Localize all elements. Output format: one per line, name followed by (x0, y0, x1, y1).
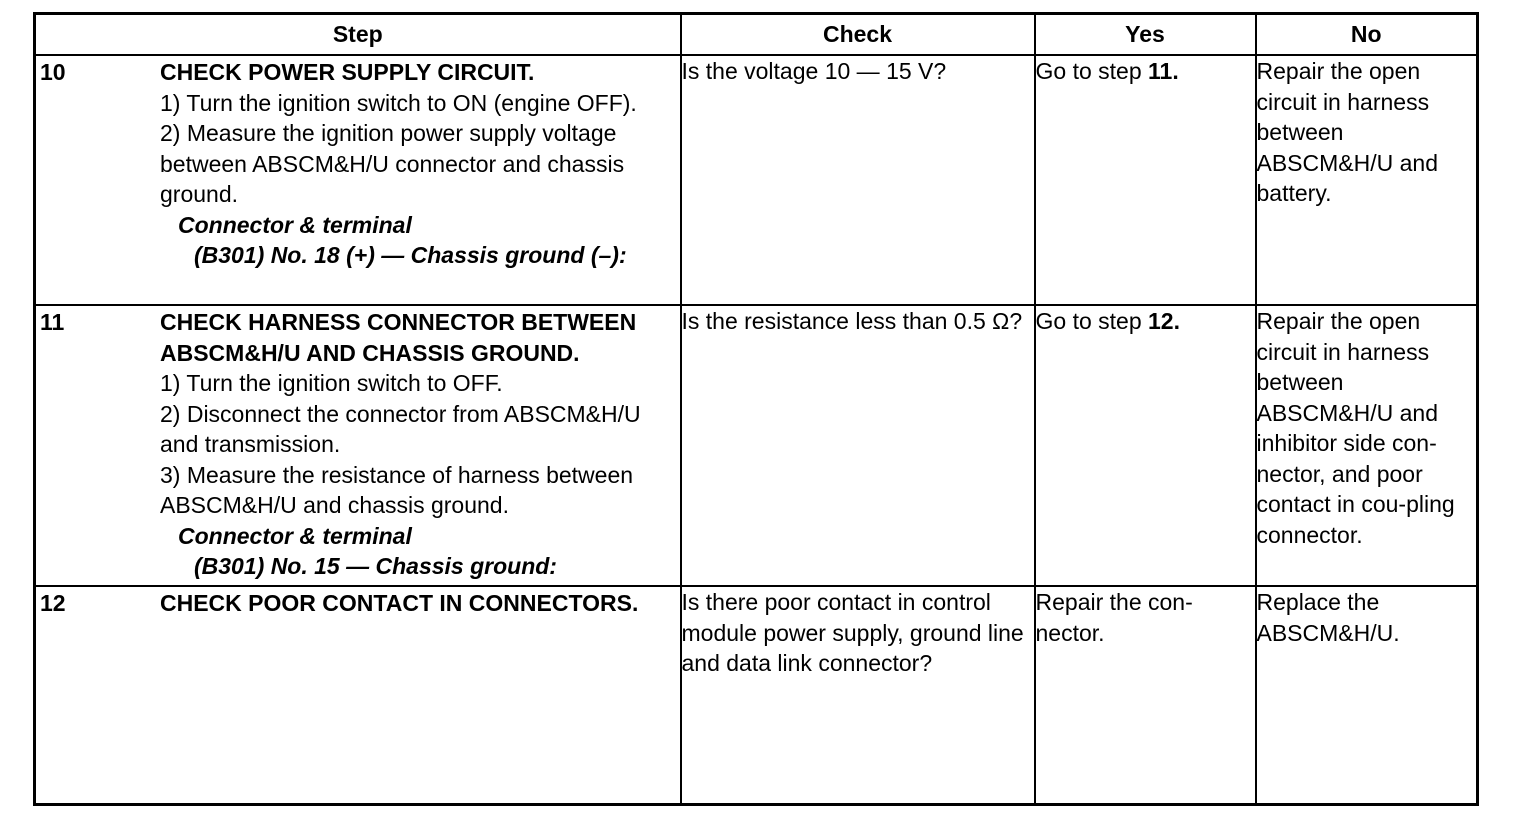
yes-text: Go to step (1035, 58, 1149, 84)
no-cell (1256, 305, 1478, 586)
no-text: Repair the open circuit in harness between ABSCM&H/U and inhibitor side con-nector, and poor contact in cou-pling connector. (1256, 308, 1455, 548)
diagnosis-table (33, 12, 1479, 806)
step-cell (35, 305, 681, 586)
step-instruction: 3) Measure the resistance of harness between ABSCM&H/U and chassis ground. (160, 461, 634, 518)
check-cell (681, 586, 1035, 805)
step-cell (35, 55, 681, 305)
step-instruction: 2) Measure the ignition power supply voltage between ABSCM&H/U connector and chassis ground. (160, 120, 625, 207)
yes-cell (1035, 305, 1256, 586)
yes-step-ref: 12. (1148, 308, 1180, 334)
step-title: CHECK POOR CONTACT IN CONNECTORS. (160, 590, 639, 616)
yes-text: Go to step (1035, 308, 1149, 334)
no-cell (1256, 55, 1478, 305)
check-text: Is the resistance less than 0.5 Ω? (681, 308, 1023, 334)
no-text: Replace the ABSCM&H/U. (1256, 589, 1400, 646)
header-step: Step (35, 14, 681, 56)
connector-label: Connector & terminal (178, 522, 412, 549)
yes-cell (1035, 55, 1256, 305)
step-title: CHECK HARNESS CONNECTOR BETWEEN ABSCM&H/U AND CHASSIS GROUND. (160, 309, 637, 366)
step-number: 10 (40, 59, 66, 85)
step-instruction: 2) Disconnect the connector from ABSCM&H/U and transmission. (160, 400, 641, 457)
step-number: 11 (40, 309, 65, 335)
table-row (35, 305, 1478, 586)
check-cell (681, 55, 1035, 305)
no-cell (1256, 586, 1478, 805)
step-instruction: 1) Turn the ignition switch to OFF. (160, 370, 503, 396)
connector-label: Connector & terminal (178, 211, 412, 238)
step-instruction: 1) Turn the ignition switch to ON (engine OFF). (160, 89, 637, 116)
step-title: CHECK POWER SUPPLY CIRCUIT. (160, 59, 535, 85)
connector-value: (B301) No. 15 — Chassis ground: (194, 553, 557, 579)
yes-text: Repair the con-nector. (1035, 589, 1193, 646)
step-cell (35, 586, 681, 805)
check-cell (681, 305, 1035, 586)
header-row (35, 14, 1478, 56)
header-no: No (1256, 14, 1478, 56)
step-number: 12 (40, 590, 66, 616)
connector-value: (B301) No. 18 (+) — Chassis ground (–): (194, 242, 627, 268)
no-text: Repair the open circuit in harness between ABSCM&H/U and battery. (1256, 58, 1439, 206)
header-yes: Yes (1035, 14, 1256, 56)
table-row (35, 55, 1478, 305)
check-text: Is the voltage 10 — 15 V? (681, 58, 947, 84)
check-text: Is there poor contact in control module power supply, ground line and data link connector? (681, 589, 1024, 676)
yes-step-ref: 11. (1148, 58, 1179, 84)
table-row (35, 586, 1478, 805)
yes-cell (1035, 586, 1256, 805)
header-check: Check (681, 14, 1035, 56)
